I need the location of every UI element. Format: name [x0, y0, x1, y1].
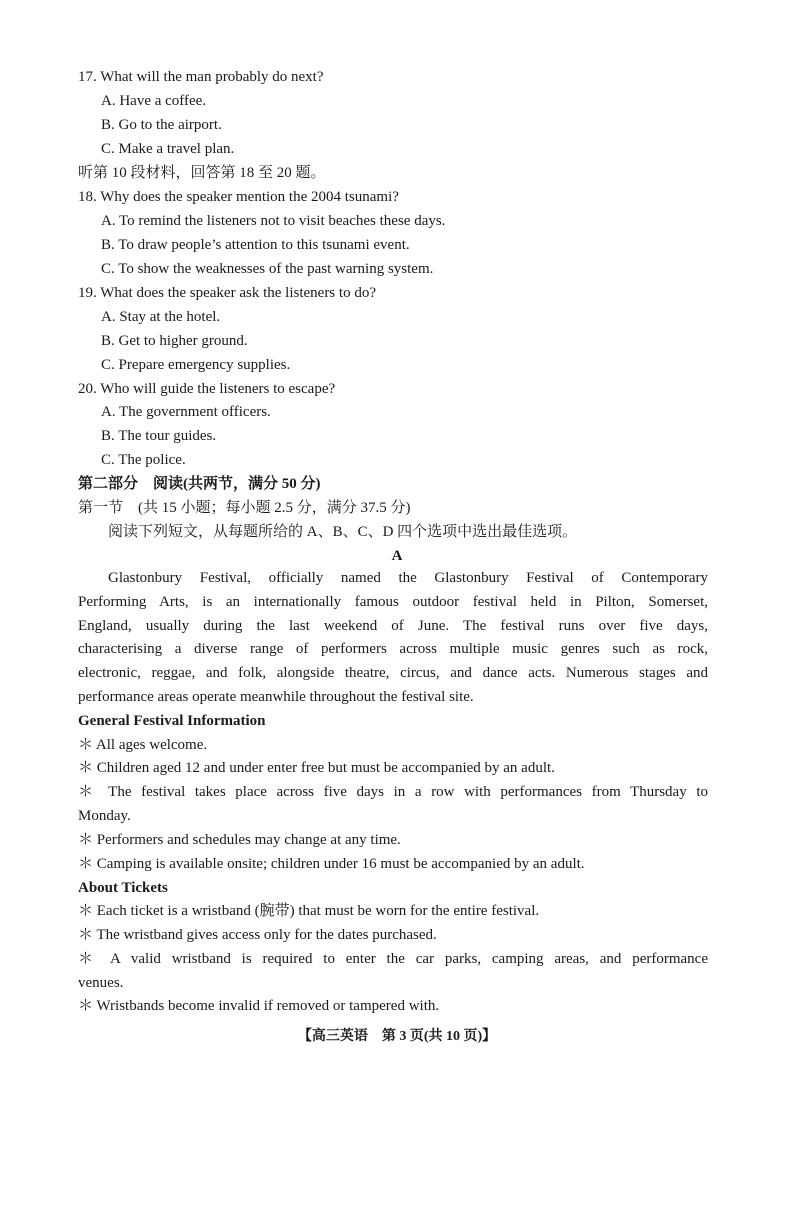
q17-option-c: C. Make a travel plan. [101, 141, 235, 157]
info-bullet: ＊ Camping is available onsite; children under 16 must be accompanied by an adult. [78, 856, 585, 872]
info-bullet: ＊ Children aged 12 and under enter free but must be accompanied by an adult. [78, 760, 555, 776]
q19-option-b: B. Get to higher ground. [101, 333, 248, 349]
part-two-heading: 第二部分 阅读(共两节，满分 50 分) [78, 476, 321, 492]
material-instruction: 听第 10 段材料，回答第 18 至 20 题。 [78, 165, 326, 181]
section-one-heading: 第一节 (共 15 小题；每小题 2.5 分，满分 37.5 分) [78, 500, 411, 516]
q20-option-a: A. The government officers. [101, 404, 271, 420]
info-bullet: ＊ The festival takes place across five days in a row with performances from Thursday to [78, 784, 708, 800]
q17-option-a: A. Have a coffee. [101, 93, 207, 109]
info-bullet: ＊ All ages welcome. [78, 737, 208, 753]
reading-instruction: 阅读下列短文，从每题所给的 A、B、C、D 四个选项中选出最佳选项。 [108, 524, 578, 540]
q19-option-a: A. Stay at the hotel. [101, 309, 221, 325]
ticket-bullet: ＊ Wristbands become invalid if removed or tampered with. [78, 998, 440, 1014]
q17-option-b: B. Go to the airport. [101, 117, 222, 133]
passage-line: England, usually during the last weekend of June. The festival runs over five days, [78, 618, 708, 634]
info-bullet-continued: Monday. [78, 808, 131, 824]
passage-line: performance areas operate meanwhile throughout the festival site. [78, 689, 474, 705]
page-footer: 【高三英语 第 3 页(共 10 页)】 [297, 1029, 497, 1044]
q19-option-c: C. Prepare emergency supplies. [101, 357, 291, 373]
question-17: 17. What will the man probably do next? [78, 69, 324, 85]
passage-line: characterising a diverse range of performers across multiple music genres such as rock, [78, 641, 708, 657]
general-info-heading: General Festival Information [78, 713, 266, 729]
passage-line: electronic, reggae, and folk, alongside theatre, circus, and dance acts. Numerous stages and [78, 665, 708, 681]
passage-line: Performing Arts, is an internationally famous outdoor festival held in Pilton, Somerset, [78, 594, 708, 610]
q18-option-b: B. To draw people’s attention to this tsunami event. [101, 237, 410, 253]
q18-option-a: A. To remind the listeners not to visit beaches these days. [101, 213, 446, 229]
question-20: 20. Who will guide the listeners to escape? [78, 381, 336, 397]
passage-label: A [391, 548, 403, 564]
info-bullet: ＊ Performers and schedules may change at any time. [78, 832, 401, 848]
ticket-bullet: ＊ The wristband gives access only for the dates purchased. [78, 927, 437, 943]
q20-option-b: B. The tour guides. [101, 428, 217, 444]
q20-option-c: C. The police. [101, 452, 186, 468]
ticket-bullet: ＊ A valid wristband is required to enter the car parks, camping areas, and performance [78, 951, 708, 967]
question-19: 19. What does the speaker ask the listeners to do? [78, 285, 376, 301]
ticket-bullet: ＊ Each ticket is a wristband (腕带) that must be worn for the entire festival. [78, 903, 540, 919]
ticket-bullet-continued: venues. [78, 975, 124, 991]
passage-line: Glastonbury Festival, officially named the Glastonbury Festival of Contemporary [108, 570, 708, 586]
q18-option-c: C. To show the weaknesses of the past warning system. [101, 261, 434, 277]
tickets-heading: About Tickets [78, 880, 168, 896]
question-18: 18. Why does the speaker mention the 2004 tsunami? [78, 189, 399, 205]
